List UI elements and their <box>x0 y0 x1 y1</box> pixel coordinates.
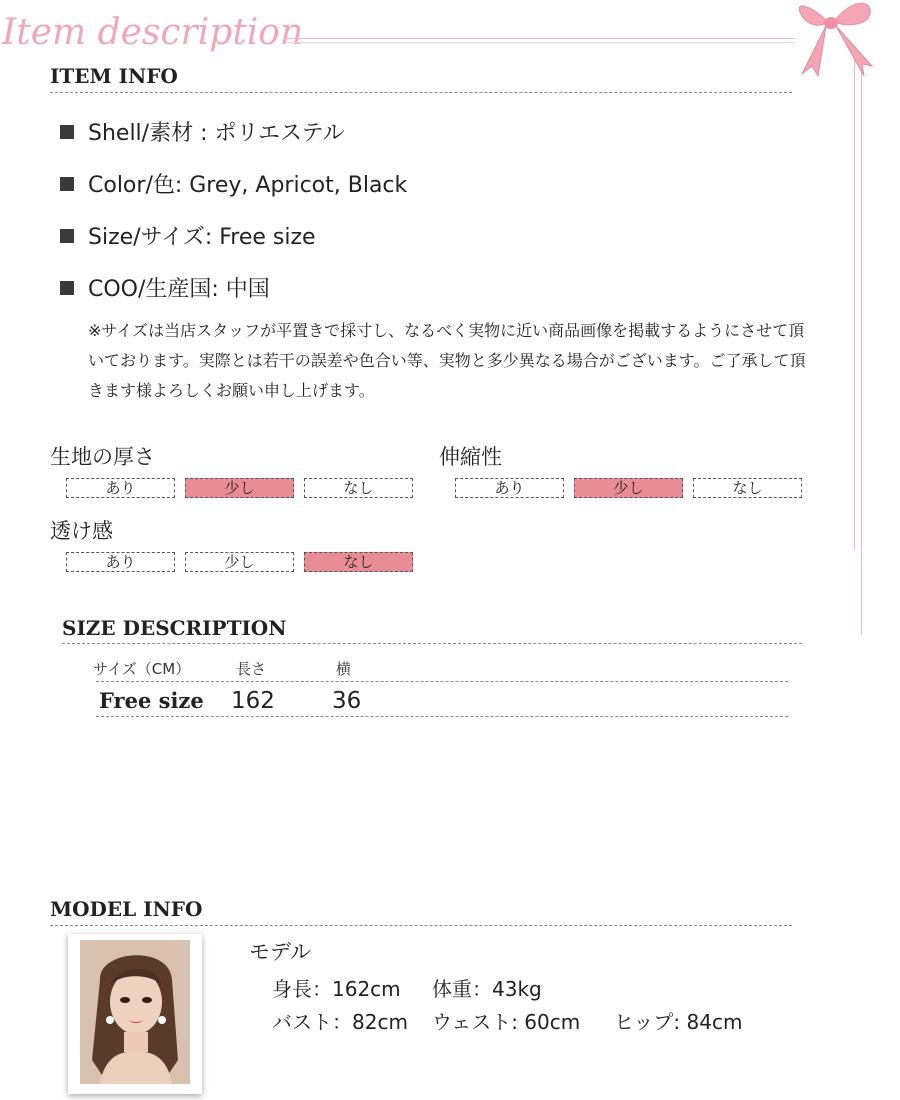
model-waist: ウェスト: 60cm <box>432 1010 581 1034</box>
model-info-title: MODEL INFO <box>50 897 203 921</box>
size-description-divider <box>62 643 802 644</box>
ribbon-bow-icon <box>762 0 898 78</box>
model-info-divider <box>50 925 792 926</box>
bullet-text: Size/サイズ: Free size <box>88 225 316 250</box>
option-group-sheerness <box>66 552 413 572</box>
list-item <box>60 116 345 147</box>
model-height: 身長：162cm <box>272 977 401 1001</box>
option-box-selected: 少し <box>185 478 294 498</box>
option-box: なし <box>693 478 802 498</box>
size-cell-width: 36 <box>332 688 362 714</box>
bullet-text: Shell/素材 : ポリエステル <box>88 121 345 146</box>
model-bust: バスト：82cm <box>272 1010 408 1034</box>
item-info-divider <box>50 92 792 93</box>
attr-title-stretch: 伸縮性 <box>439 445 502 469</box>
model-hip: ヒップ: 84cm <box>614 1010 743 1034</box>
option-box: あり <box>455 478 564 498</box>
side-rule-outer <box>861 60 862 635</box>
bullet-square-icon <box>60 281 74 295</box>
bullet-square-icon <box>60 125 74 139</box>
option-box: あり <box>66 478 175 498</box>
bullet-square-icon <box>60 229 74 243</box>
size-cell-name: Free size <box>99 688 204 713</box>
list-item <box>60 220 316 251</box>
size-table-divider <box>96 716 788 717</box>
item-info-title: ITEM INFO <box>50 64 178 88</box>
header-divider-secondary <box>285 42 795 43</box>
option-box-selected: 少し <box>574 478 683 498</box>
option-group-thickness <box>66 478 413 498</box>
attr-title-thickness: 生地の厚さ <box>50 445 155 469</box>
model-weight: 体重：43kg <box>432 977 542 1001</box>
size-header-width: 横 <box>336 660 352 678</box>
size-header-length: 長さ <box>236 660 267 678</box>
option-group-stretch <box>455 478 802 498</box>
size-description-title: SIZE DESCRIPTION <box>62 616 287 640</box>
size-cell-length: 162 <box>231 688 275 714</box>
side-rule-inner <box>854 60 855 550</box>
model-label: モデル <box>249 940 311 964</box>
list-item <box>60 272 270 303</box>
bullet-text: COO/生産国: 中国 <box>88 277 270 302</box>
header-title: Item description <box>2 12 304 53</box>
option-box: 少し <box>185 552 294 572</box>
bullet-square-icon <box>60 177 74 191</box>
list-item <box>60 168 407 199</box>
size-table-divider <box>96 681 788 682</box>
model-photo-frame <box>68 934 202 1094</box>
attr-title-sheerness: 透け感 <box>50 519 113 543</box>
option-box: なし <box>304 478 413 498</box>
option-box: あり <box>66 552 175 572</box>
option-box-selected: なし <box>304 552 413 572</box>
header-divider <box>285 38 795 39</box>
size-header-size: サイズ（CM） <box>93 660 191 678</box>
model-photo <box>80 940 190 1084</box>
size-note: ※サイズは当店スタッフが平置きで採寸し、なるべく実物に近い商品画像を掲載するようにさせて頂いております。実際とは若干の誤差や色合い等、実物と多少異なる場合がございます。ご了承して頂きます様よろしくお願い申し上げます。 <box>88 321 806 400</box>
bullet-text: Color/色: Grey, Apricot, Black <box>88 173 408 198</box>
